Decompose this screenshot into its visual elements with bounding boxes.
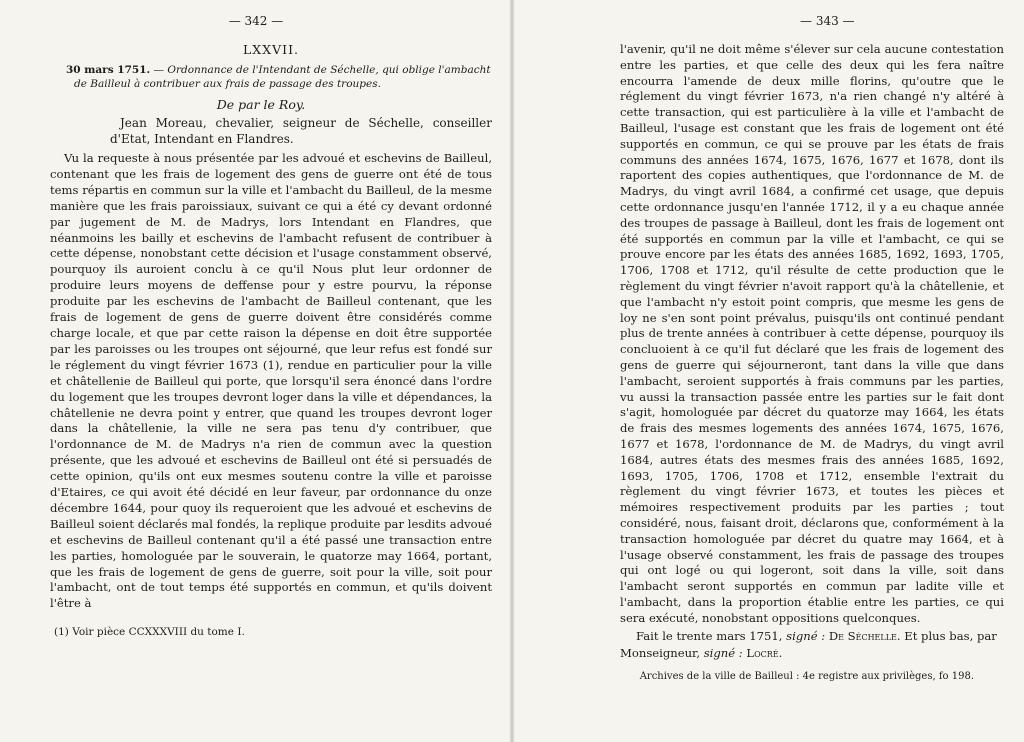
signature-mid: Et plus bas, par Monseigneur, (620, 629, 997, 661)
footnote: (1) Voir pièce CCXXXVIII du tome I. (54, 626, 245, 639)
signature-date: Fait le trente mars 1751, (636, 629, 783, 644)
piece-number: LXXVII. (243, 42, 299, 57)
page-number: — 342 — (228, 14, 284, 28)
archive-source-text: Archives de la ville de Bailleul : 4e registre aux privilèges, fo 198. (639, 671, 974, 683)
signe-label: signé : (703, 646, 743, 661)
signature-block (620, 628, 1004, 662)
document-title-text: — Ordonnance de l'Intendant de Séchelle, qui oblige l'ambacht de Bailleul à contribuer aux frais de passage des troupes. (74, 64, 491, 90)
document-title (50, 63, 492, 91)
document-date: 30 mars 1751. (66, 64, 151, 76)
signe-label: signé : (786, 629, 826, 644)
signer-name: De Séchelle. (828, 629, 901, 644)
right-page (512, 0, 1024, 742)
de-par-le-roy: De par le Roy. (216, 97, 306, 112)
body-text: l'avenir, qu'il ne doit même s'élever sur cela aucune contestation entre les parties, et que celle des deux qui les fera naître encourra l'amende de deux mille florins, qu'outre que le réglement du vingt février 1673, n'a rien changé n'y altéré à cette transaction, qui est particulière à la ville et l'ambacht de Bailleul, l'usage est constant que les frais de logement ont été supportés en commun, ce qui se prouve par les états de frais communs des années 1674, 1675, 1676, 1677 et 1678, dont ils raportent des copies authentiques, que l'ordonnance de M. de Madrys, du vingt avril 1684, a confirmé cet usage, que depuis cette ordonnance jusqu'en l'année 1712, il y a eu chaque année des troupes de passage à Bailleul, dont les frais de logement ont été supportés en commun par la ville et l'ambacht, ce qui se prouve encore par les états des années 1685, 1692, 1693, 1705, 1706, 1708 et 1712, qu'il résulte de cette production que le règlement du vingt février n'avoit rapport qu'à la châtellenie, et que l'ambacht n'y estoit point compris, que mesme les gens de loy ne s'en sont point prévalus, puisqu'ils ont continué pendant plus de trente années à contribuer à cette dépense, pourquoy ils concluoient à ce qu'il fut déclaré que les frais de logement des gens de guerre qui séjourneront, tant dans la ville que dans l'ambacht, seroient supportés à frais communs par les parties, vu aussi la transaction passée entre les parties sur le fait dont s'agit, homologuée par décret du quatorze may 1664, les états de frais des mesmes logements des années 1674, 1675, 1676, 1677 et 1678, l'ordonnance de M. de Madrys, du vingt avril 1684, autres états des mesmes frais des années 1685, 1692, 1693, 1705, 1706, 1708 et 1712, ensemble l'extrait du règlement du vingt février 1673, et toutes les pièces et mémoires respectivement produits par les parties ; tout considéré, nous, faisant droit, déclarons que, conformément à la transaction homologuée par décret du quatre may 1664, et à l'usage observé constamment, les frais de passage des troupes qui ont logé ou qui logeront, soit dans la ville, soit dans l'ambacht seront supportés en commun par ladite ville et l'ambacht, dans la proportion établie entre les parties, ce qui sera exécuté, nonobstant oppositions quelconques. (620, 42, 1004, 625)
signer-name: Locré. (746, 646, 783, 661)
archive-source (620, 670, 1004, 684)
body-text: Vu la requeste à nous présentée par les advoué et eschevins de Bailleul, contenant que les frais de logement des gens de guerre ont été de tous tems répartis en commun sur la ville et l'ambacht du Bailleul, de la mesme manière que les frais paroissiaux, suivant ce qui a été cy devant ordonné par jugement de M. de Madrys, lors Intendant en Flandres, que néanmoins les bailly et eschevins de l'ambacht refusent de contribuer à cette dépense, nonobstant cette décision et l'usage constamment observé, pourquoy ils auroient conclu à ce qu'il Nous plut leur ordonner de produire leurs moyens de deffense pour y estre pourvu, la réponse produite par les eschevins de l'ambacht de Bailleul contenant, que les frais de logement de gens de guerre doivent être considérés comme charge locale, et que par cette raison la dépense en doit être supportée par les paroisses ou les troupes ont séjourné, que leur refus est fondé sur le réglement du vingt février 1673 (1), rendue en particulier pour la ville et châtellenie de Bailleul qui porte, que lorsqu'il sera énoncé dans l'ordre du logement que les troupes devront loger dans la ville et dépendances, la châtellenie ne devra point y entrer, que quand les troupes devront loger dans la châtellenie, la ville ne sera pas tenu d'y contribuer, que l'ordonnance de M. de Madrys n'a rien de commun avec la question présente, que les advoué et eschevins de Bailleul ont été si persuadés de cette opinion, qu'ils ont eux mesmes soutenu contre la ville et paroisse d'Etaires, ce qui avoit été décidé en leur faveur, par ordonnance du onze décembre 1644, pour quoy ils requeroient que les advoué et eschevins de Bailleul soient déclarés mal fondés, la replique produite par lesdits advoué et eschevins de Bailleul contenant qu'il a été passé une transaction entre les parties, homologuée par le souverain, le quatorze may 1664, portant, que les frais de logement de gens de guerre, soit pour la ville, soit pour l'ambacht, ont de tout temps été supportés en commun, et qu'ils doivent l'être à (50, 151, 492, 611)
page-number: — 343 — (800, 14, 855, 28)
authority-line: Jean Moreau, chevalier, seigneur de Séchelle, conseiller d'Etat, Intendant en Flandres. (110, 116, 492, 146)
